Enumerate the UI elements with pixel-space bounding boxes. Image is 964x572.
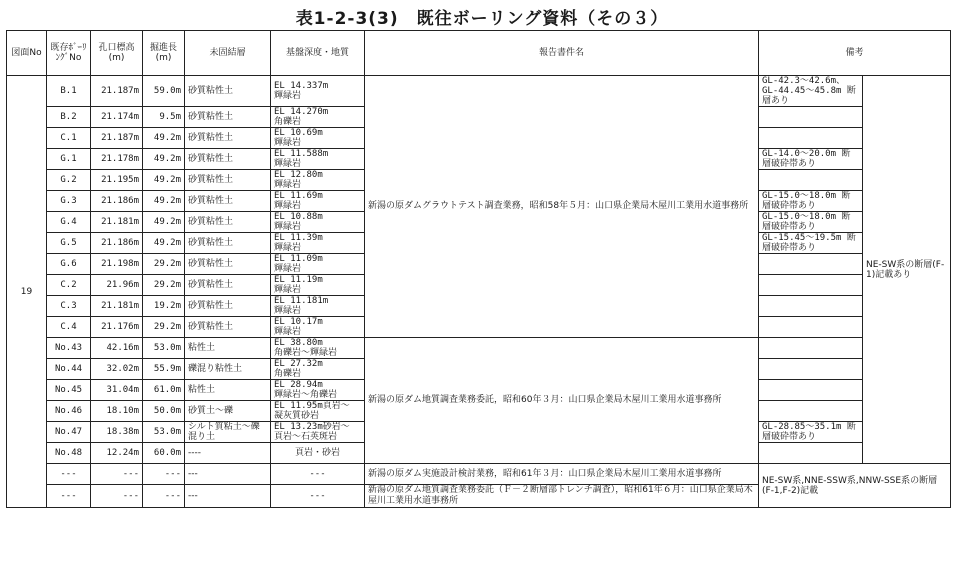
remark-note (759, 170, 863, 191)
bedrock-depth (271, 359, 365, 380)
boring-no: No.46 (47, 401, 91, 422)
boring-no: No.47 (47, 422, 91, 443)
unconsolidated-layer: 粘性土 (185, 338, 271, 359)
drill-length: 53.0m (143, 338, 185, 359)
remark-note (759, 317, 863, 338)
bedrock-line: 輝緑岩 (274, 222, 302, 232)
bedrock-depth (271, 296, 365, 317)
report-title: 新湯の原ダム実施設計検討業務，昭和61年３月：山口県企業局木屋川工業用水道事務所 (365, 464, 759, 485)
bedrock-depth (271, 149, 365, 170)
table-row (7, 338, 951, 359)
drill-length: 55.9m (143, 359, 185, 380)
boring-no: No.48 (47, 443, 91, 464)
remark-note: GL-15.0～18.0m 断層破砕帯あり (759, 212, 863, 233)
bedrock-line: EL 13.23m砂岩～ (274, 422, 350, 432)
elevation: 31.04m (91, 380, 143, 401)
report-title: 新湯の原ダム地質調査業務委託（Ｆ－２断層部トレンチ調査），昭和61年６月：山口県企業局木屋川工業用水道事務所 (365, 485, 759, 508)
bedrock-depth (271, 107, 365, 128)
bedrock-depth (271, 485, 365, 508)
bedrock-depth (271, 338, 365, 359)
bedrock-line: EL 11.39m (274, 233, 323, 243)
boring-no: B.1 (47, 76, 91, 107)
bedrock-depth (271, 170, 365, 191)
elevation: 21.181m (91, 296, 143, 317)
drill-length: 29.2m (143, 254, 185, 275)
bedrock-line: EL 11.95m頁岩～ (274, 401, 350, 411)
elevation: --- (91, 485, 143, 508)
elevation: 21.187m (91, 128, 143, 149)
bedrock-line: EL 11.69m (274, 191, 323, 201)
elevation: --- (91, 464, 143, 485)
drill-length: 49.2m (143, 191, 185, 212)
drill-length: 49.2m (143, 212, 185, 233)
remark-note (759, 443, 863, 464)
unconsolidated-layer: シルト質粘土～礫混り土 (185, 422, 271, 443)
unconsolidated-layer: ---- (185, 443, 271, 464)
boring-no: --- (47, 485, 91, 508)
bedrock-line: EL 11.09m (274, 254, 323, 264)
drill-length: 49.2m (143, 128, 185, 149)
bedrock-line: EL 14.337m (274, 81, 329, 91)
boring-no: G.6 (47, 254, 91, 275)
remark-note (759, 107, 863, 128)
bedrock-line: 輝緑岩 (274, 327, 302, 337)
unconsolidated-layer: 砂質粘性土 (185, 107, 271, 128)
elevation: 18.10m (91, 401, 143, 422)
drill-length: 29.2m (143, 275, 185, 296)
bedrock-line: 輝緑岩 (274, 138, 302, 148)
bedrock-line: EL 11.588m (274, 149, 329, 159)
boring-data-table (6, 30, 951, 508)
boring-no: No.43 (47, 338, 91, 359)
remark-note (759, 380, 863, 401)
header-remarks: 備考 (759, 31, 951, 76)
unconsolidated-layer: 砂質粘性土 (185, 275, 271, 296)
elevation: 12.24m (91, 443, 143, 464)
unconsolidated-layer: 粘性土 (185, 380, 271, 401)
elevation: 42.16m (91, 338, 143, 359)
figure-number: 19 (7, 76, 47, 508)
table-row (7, 76, 951, 107)
drill-length: 9.5m (143, 107, 185, 128)
elevation: 21.186m (91, 233, 143, 254)
bedrock-line: 角礫岩～輝緑岩 (274, 348, 338, 358)
bedrock-depth (271, 233, 365, 254)
bedrock-line: EL 10.88m (274, 212, 323, 222)
elevation: 21.174m (91, 107, 143, 128)
remark-note: GL-15.45～19.5m 断層破砕帯あり (759, 233, 863, 254)
elevation: 21.187m (91, 76, 143, 107)
boring-no: G.5 (47, 233, 91, 254)
header-bedrock: 基盤深度・地質 (271, 31, 365, 76)
bedrock-line: EL 27.32m (274, 359, 323, 369)
drill-length: --- (143, 464, 185, 485)
unconsolidated-layer: 砂質粘性土 (185, 128, 271, 149)
boring-no: G.2 (47, 170, 91, 191)
bedrock-depth (271, 128, 365, 149)
bedrock-line: 凝灰質砂岩 (274, 411, 320, 421)
drill-length: 49.2m (143, 233, 185, 254)
boring-no: G.1 (47, 149, 91, 170)
drill-length: 50.0m (143, 401, 185, 422)
report-title: 新湯の原ダム地質調査業務委託，昭和60年３月：山口県企業局木屋川工業用水道事務所 (365, 338, 759, 464)
bedrock-depth (271, 443, 365, 464)
bedrock-line: --- (309, 469, 326, 479)
drill-length: 59.0m (143, 76, 185, 107)
bedrock-depth (271, 464, 365, 485)
bedrock-line: 頁岩～石英斑岩 (274, 432, 338, 442)
remark-note (759, 128, 863, 149)
bedrock-depth (271, 76, 365, 107)
unconsolidated-layer: 砂質粘性土 (185, 149, 271, 170)
bedrock-line: 輝緑岩 (274, 201, 302, 211)
drill-length: 60.0m (143, 443, 185, 464)
bedrock-line: --- (309, 491, 326, 501)
bedrock-line: 輝緑岩 (274, 264, 302, 274)
remark-note: GL-14.0～20.0m 断層破砕帯あり (759, 149, 863, 170)
bedrock-depth (271, 317, 365, 338)
remark-note (759, 254, 863, 275)
bedrock-depth (271, 191, 365, 212)
boring-no: G.3 (47, 191, 91, 212)
elevation: 21.186m (91, 191, 143, 212)
drill-length: 29.2m (143, 317, 185, 338)
remark-note (759, 401, 863, 422)
elevation: 21.176m (91, 317, 143, 338)
unconsolidated-layer: 砂質粘性土 (185, 254, 271, 275)
bedrock-line: EL 11.181m (274, 296, 329, 306)
remark-note: GL-42.3～42.6m、GL-44.45～45.8m 断層あり (759, 76, 863, 107)
remark-note: GL-28.85～35.1m 断層破砕帯あり (759, 422, 863, 443)
header-length: 掘進長(m) (143, 31, 185, 76)
unconsolidated-layer: --- (185, 485, 271, 508)
unconsolidated-layer: 砂質粘性土 (185, 317, 271, 338)
bedrock-depth (271, 212, 365, 233)
unconsolidated-layer: --- (185, 464, 271, 485)
drill-length: 49.2m (143, 149, 185, 170)
header-unconsolidated: 未固結層 (185, 31, 271, 76)
header-boring-no: 既存ﾎﾞｰﾘﾝｸﾞNo (47, 31, 91, 76)
remark-note (759, 338, 863, 359)
boring-no: C.1 (47, 128, 91, 149)
boring-no: C.2 (47, 275, 91, 296)
remark-note (759, 296, 863, 317)
drill-length: --- (143, 485, 185, 508)
boring-no: --- (47, 464, 91, 485)
bedrock-line: 輝緑岩 (274, 285, 302, 295)
bedrock-line: EL 14.270m (274, 107, 329, 117)
elevation: 21.96m (91, 275, 143, 296)
bedrock-line: EL 11.19m (274, 275, 323, 285)
boring-no: C.3 (47, 296, 91, 317)
header-report: 報告書件名 (365, 31, 759, 76)
boring-no: G.4 (47, 212, 91, 233)
remark-note: GL-15.0～18.0m 断層破砕帯あり (759, 191, 863, 212)
unconsolidated-layer: 砂質粘性土 (185, 296, 271, 317)
elevation: 21.181m (91, 212, 143, 233)
bedrock-line: 頁岩・砂岩 (294, 448, 340, 458)
side-remark: NE-SW系,NNE-SSW系,NNW-SSE系の断層(F-1,F-2)記載 (759, 464, 951, 508)
unconsolidated-layer: 砂質粘性土 (185, 233, 271, 254)
boring-no: B.2 (47, 107, 91, 128)
drill-length: 49.2m (143, 170, 185, 191)
boring-no: C.4 (47, 317, 91, 338)
unconsolidated-layer: 砂質粘性土 (185, 191, 271, 212)
drill-length: 19.2m (143, 296, 185, 317)
bedrock-line: 角礫岩 (274, 369, 302, 379)
table-row (7, 464, 951, 485)
boring-no: No.45 (47, 380, 91, 401)
elevation: 21.178m (91, 149, 143, 170)
bedrock-line: EL 10.69m (274, 128, 323, 138)
bedrock-depth (271, 401, 365, 422)
elevation: 32.02m (91, 359, 143, 380)
unconsolidated-layer: 砂質粘性土 (185, 170, 271, 191)
elevation: 18.38m (91, 422, 143, 443)
bedrock-depth (271, 380, 365, 401)
drill-length: 61.0m (143, 380, 185, 401)
bedrock-line: EL 28.94m (274, 380, 323, 390)
remark-note (759, 275, 863, 296)
elevation: 21.198m (91, 254, 143, 275)
elevation: 21.195m (91, 170, 143, 191)
bedrock-line: EL 12.80m (274, 170, 323, 180)
bedrock-line: EL 10.17m (274, 317, 323, 327)
unconsolidated-layer: 礫混り粘性土 (185, 359, 271, 380)
unconsolidated-layer: 砂質土～礫 (185, 401, 271, 422)
drill-length: 53.0m (143, 422, 185, 443)
remark-note (759, 359, 863, 380)
bedrock-line: 輝緑岩 (274, 243, 302, 253)
bedrock-line: 輝緑岩 (274, 159, 302, 169)
header-figure-no: 図面No (7, 31, 47, 76)
unconsolidated-layer: 砂質粘性土 (185, 76, 271, 107)
table-header-row (7, 31, 951, 76)
page-title: 表1-2-3(3) 既往ボーリング資料（その３） (295, 9, 669, 29)
bedrock-depth (271, 422, 365, 443)
bedrock-line: 輝緑岩 (274, 91, 302, 101)
bedrock-line: 輝緑岩 (274, 306, 302, 316)
header-elevation: 孔口標高(m) (91, 31, 143, 76)
bedrock-line: EL 38.80m (274, 338, 323, 348)
side-remark: NE-SW系の断層(F-1)記載あり (863, 76, 951, 464)
bedrock-depth (271, 275, 365, 296)
report-title: 新湯の原ダムグラウトテスト調査業務，昭和58年５月：山口県企業局木屋川工業用水道事務所 (365, 76, 759, 338)
bedrock-depth (271, 254, 365, 275)
bedrock-line: 輝緑岩 (274, 180, 302, 190)
bedrock-line: 輝緑岩～角礫岩 (274, 390, 338, 400)
unconsolidated-layer: 砂質粘性土 (185, 212, 271, 233)
bedrock-line: 角礫岩 (274, 117, 302, 127)
boring-no: No.44 (47, 359, 91, 380)
